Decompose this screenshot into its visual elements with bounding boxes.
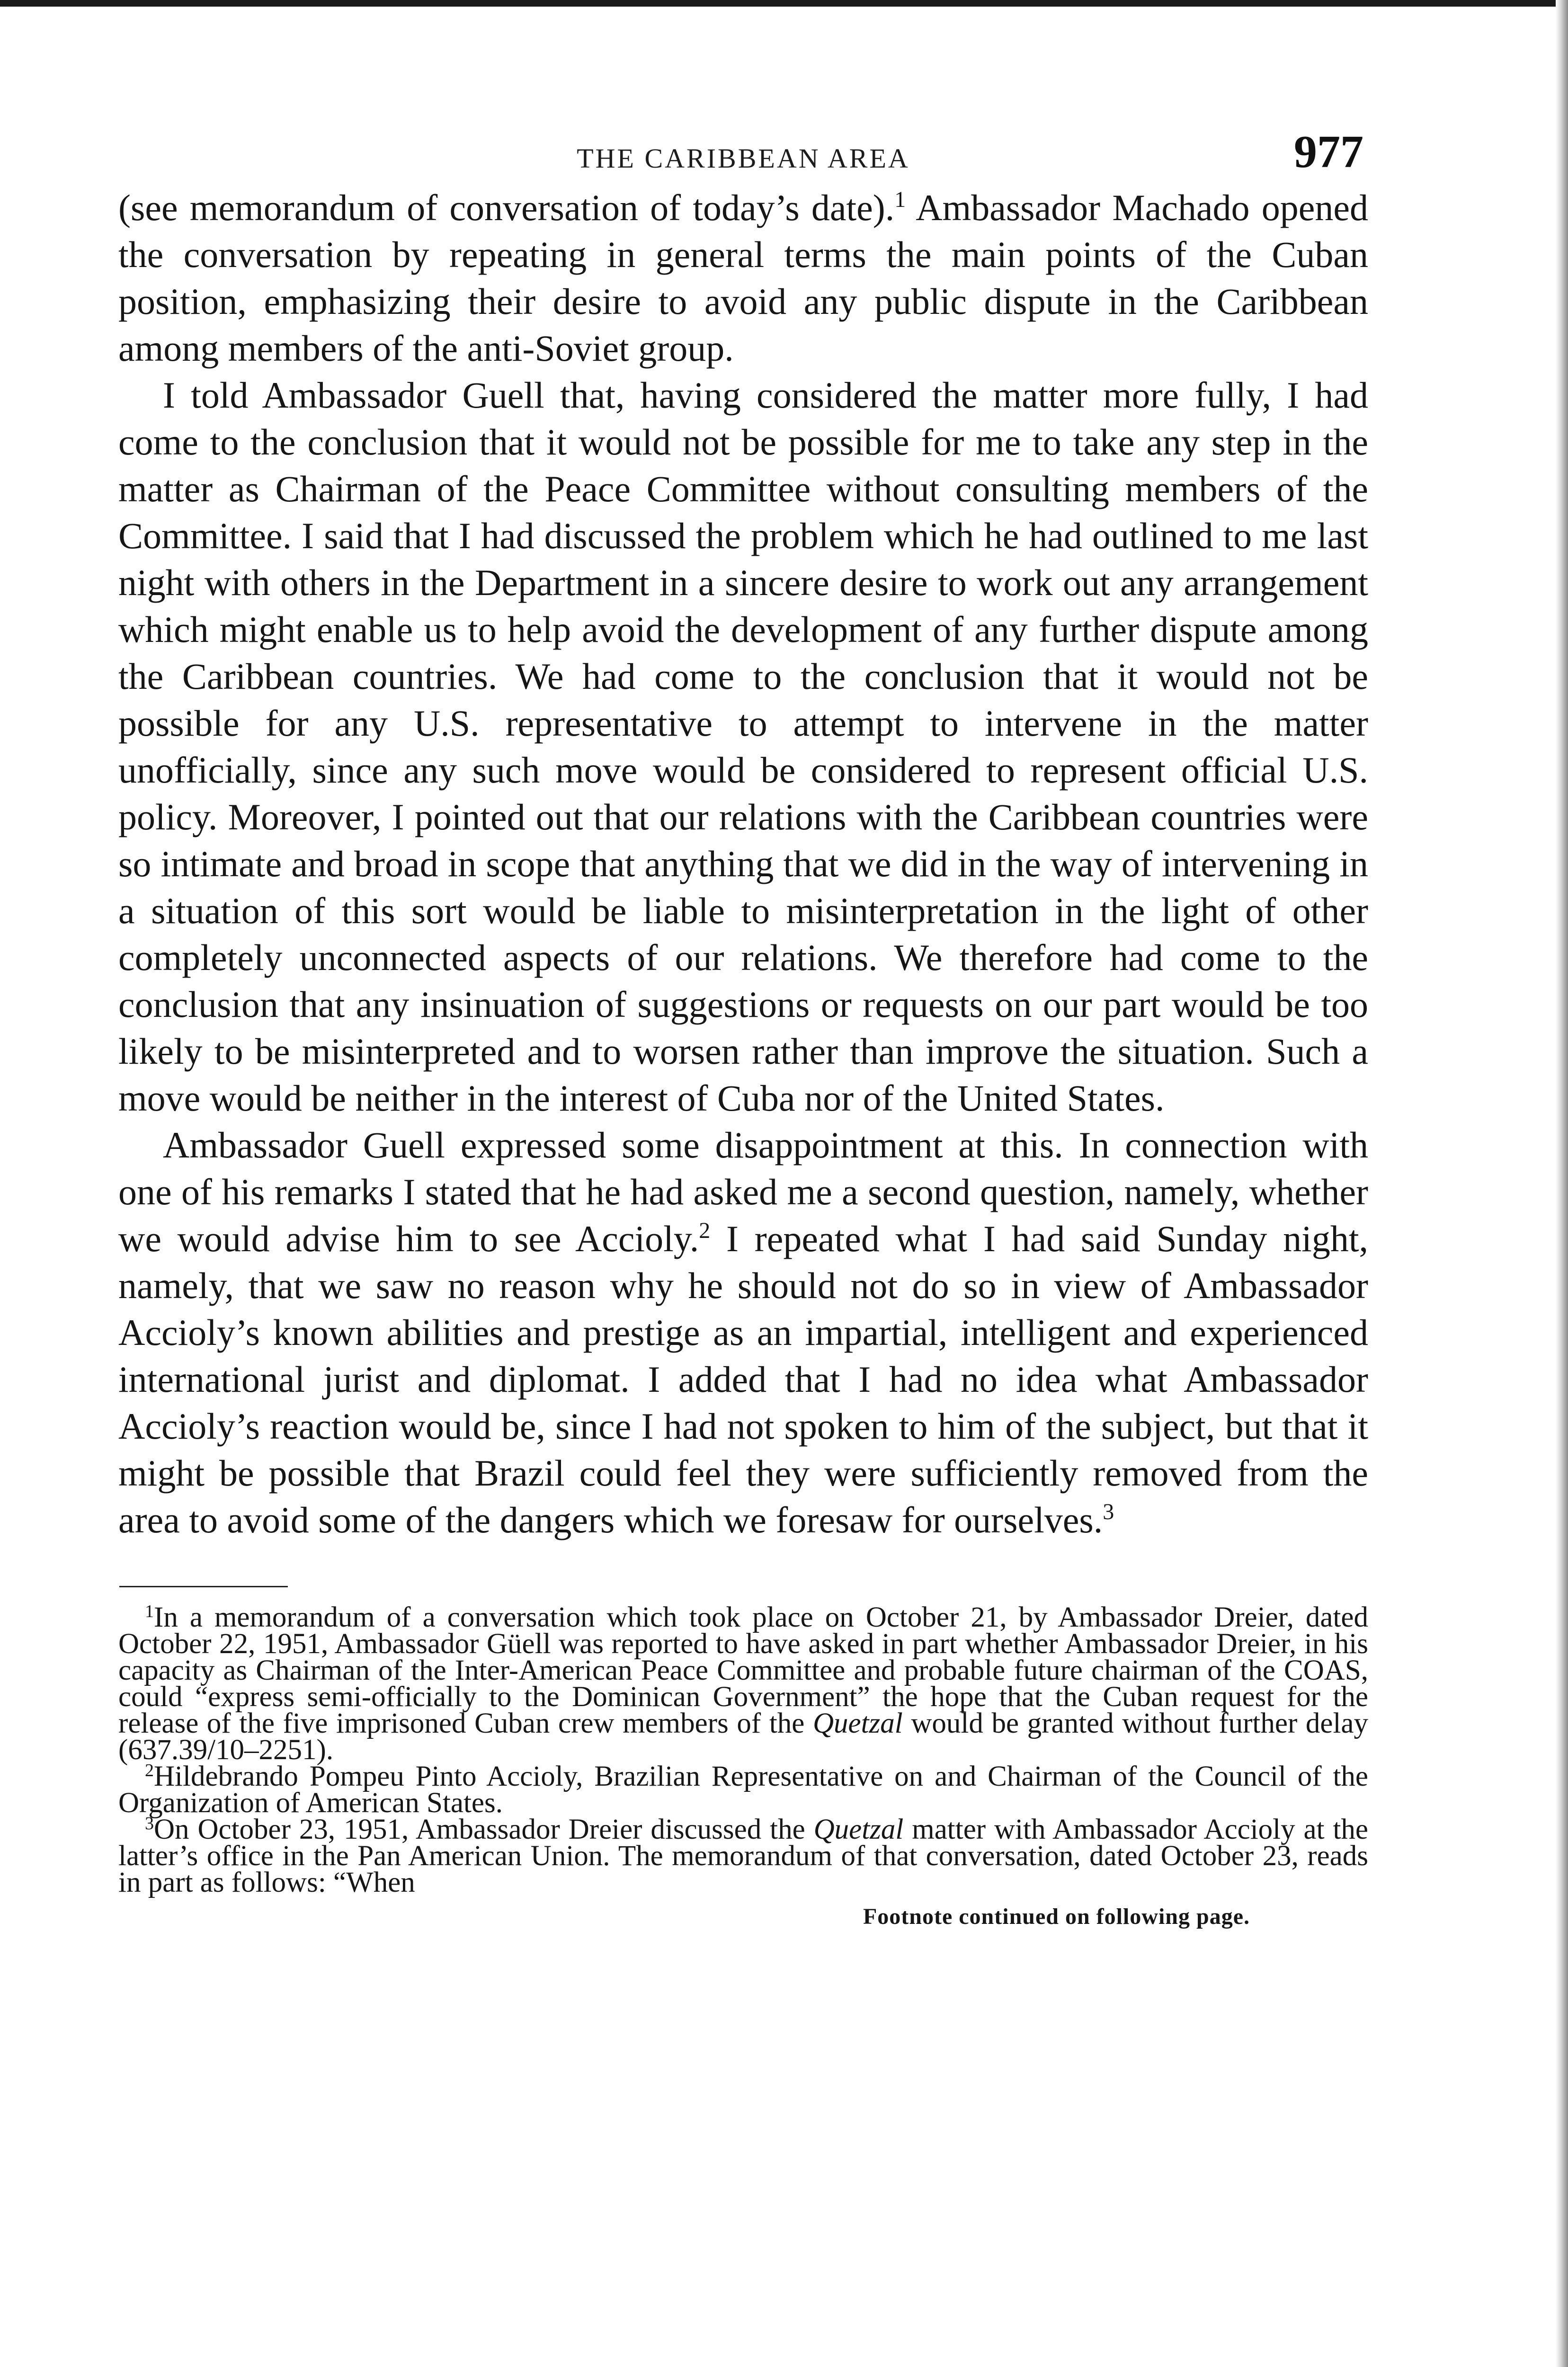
footnote-ref-3: 3 [1103, 1499, 1114, 1524]
footnote-continued-note: Footnote continued on following page. [863, 1904, 1250, 1929]
footnote-ref-2: 2 [699, 1218, 711, 1243]
footnote-2-text: Hildebrando Pompeu Pinto Accioly, Brazilian Representative on and Chairman of the Council of the Organization of American States. [118, 1761, 1368, 1819]
footnote-1-text: In a memorandum of a conversation which took place on October 21, by Ambassador Dreier, dated October 22, 1951, Ambassador Güell was reported to have asked in part whether Ambassador Dreier, in his capacity as Chairman of the Inter-American Peace Committee and probable future chairman of the COAS, could “express semi-officially to the Dominican Government” the hope that the Cuban request for the release of the five imprisoned Cuban crew members of the [118, 1602, 1368, 1739]
footnote-3-ship-name: Quetzal [813, 1814, 904, 1845]
page-edge-shadow [1556, 0, 1568, 2367]
body-paragraph-3 [118, 1121, 1368, 1543]
running-header [118, 125, 1368, 182]
footnote-3 [118, 1816, 1368, 1896]
book-page [118, 125, 1368, 1930]
footnote-3-marker: 3 [145, 1814, 154, 1833]
footnote-3-text: On October 23, 1951, Ambassador Dreier discussed the [154, 1814, 814, 1845]
body-paragraph-2: I told Ambassador Guell that, having considered the matter more fully, I had come to the conclusion that it would not be possible for me to take any step in the matter as Chairman of the Peace Committee without consulting members of the Committee. I said that I had discussed the problem which he had outlined to me last night with others in the Department in a sincere desire to work out any arrangement which might enable us to help avoid the development of any further dispute among the Caribbean countries. We had come to the conclusion that it would not be possible for any U.S. representative to attempt to intervene in the matter unofficially, since any such move would be considered to represent official U.S. policy. Moreover, I pointed out that our relations with the Caribbean countries were so intimate and broad in scope that anything that we did in the way of intervening in a situation of this sort would be liable to misinterpretation in the light of other completely unconnected aspects of our relations. We therefore had come to the conclusion that any insinuation of suggestions or requests on our part would be too likely to be misinterpreted and to worsen rather than improve the situation. Such a move would be neither in the interest of Cuba nor of the United States. [118, 374, 1368, 1119]
footnote-1-marker: 1 [145, 1602, 154, 1621]
paragraph-3-text-continued: I repeated what I had said Sunday night, namely, that we saw no reason why he should not do so in view of Ambassador Accioly’s known abilities and prestige as an impartial, intelligent and experienced international jurist and diplomat. I added that I had no idea what Ambassador Accioly’s reaction would be, since I had not spoken to him of the subject, but that it might be possible that Brazil could feel they were sufficiently removed from the area to avoid some of the dangers which we foresaw for ourselves. [118, 1218, 1368, 1540]
footnote-1 [118, 1602, 1368, 1766]
footnote-divider [119, 1586, 288, 1587]
page-number: 977 [1294, 126, 1363, 178]
footnote-2 [118, 1761, 1368, 1819]
paragraph-3-text: Ambassador Guell expressed some disappointment at this. In connection with one of his remarks I stated that he had asked me a second question, namely, whether we would advise him to see Accioly. [118, 1124, 1368, 1259]
footnote-2-marker: 2 [145, 1761, 154, 1780]
footnote-1-ship-name: Quetzal [812, 1708, 903, 1739]
footnote-ref-1: 1 [894, 187, 906, 212]
footnote-3-text-end: matter with Ambassador Accioly at the latter’s office in the Pan American Union. The memorandum of that conversation, dated October 23, reads in part as follows: “When [118, 1814, 1369, 1898]
footnote-1-text-end: would be granted without further delay (637.39/10–2251). [118, 1708, 1368, 1766]
paragraph-1-text: (see memorandum of conversation of today’s date). [118, 187, 895, 228]
running-title: THE CARIBBEAN AREA [577, 143, 910, 174]
paragraph-1-text-continued: Ambassador Machado opened the conversation by repeating in general terms the main points of the Cuban position, emphasizing their desire to avoid any public dispute in the Caribbean among members of the anti-Soviet group. [118, 187, 1369, 369]
top-border-rule [0, 0, 1568, 7]
body-paragraph-1 [118, 184, 1368, 372]
